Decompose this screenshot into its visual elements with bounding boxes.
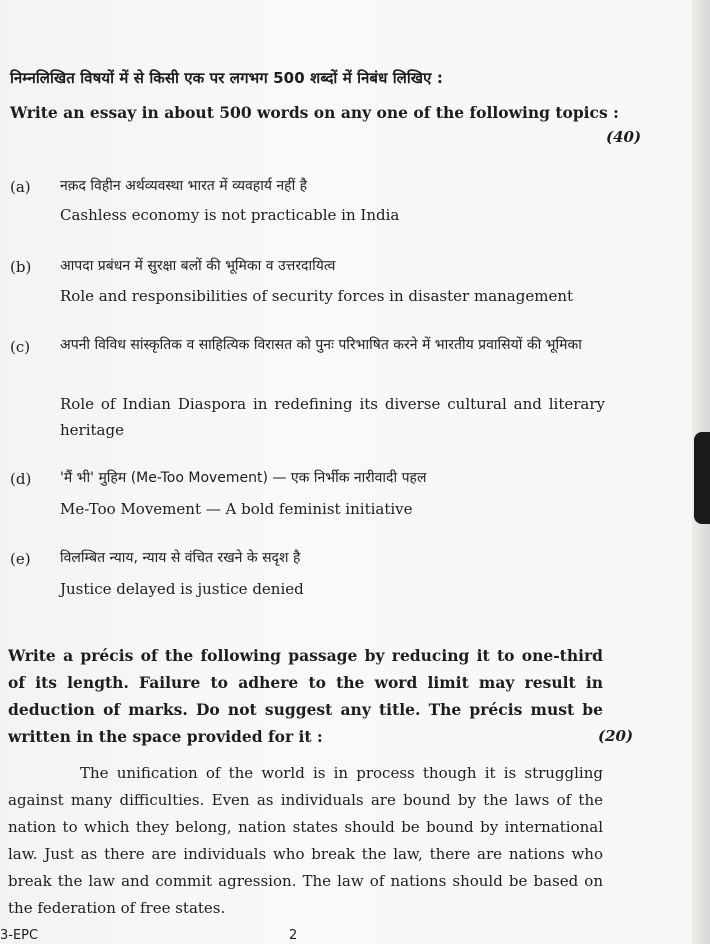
option-d-letter: (d) (10, 470, 32, 488)
option-e-hindi: विलम्बित न्याय, न्याय से वंचित रखने के सदृश है (60, 550, 301, 566)
option-e-english: Justice delayed is justice denied (60, 580, 304, 598)
option-b-hindi: आपदा प्रबंधन में सुरक्षा बलों की भूमिका व उत्तरदायित्व (60, 258, 336, 274)
question1-instruction-english: Write an essay in about 500 words on any one of the following topics : (10, 103, 619, 122)
question2-instruction: Write a précis of the following passage by reducing it to one-third of its length. Failure to adhere to the word limit may result in deduction of marks. Do not suggest any title. The précis must be written in the space provided for it : (8, 646, 603, 746)
option-c-english: Role of Indian Diaspora in redefining its diverse cultural and literary heritage (60, 395, 605, 439)
page-number: 2 (289, 928, 298, 943)
option-d-english: Me-Too Movement — A bold feminist initiative (60, 500, 413, 518)
option-d-hindi: 'मैं भी' मुहिम (Me-Too Movement) — एक निर्भीक नारीवादी पहल (60, 470, 427, 486)
option-c-letter: (c) (10, 338, 31, 356)
precis-passage: The unification of the world is in process though it is struggling against many difficulties. Even as individuals are bound by the laws of the nation to which they belong, nation states should be bound by international law. Just as there are individuals who break the law, there are nations who break the law and commit agression. The law of nations should be based on the federation of free states. (8, 764, 603, 917)
question2-marks: (20) (598, 727, 634, 745)
option-a-english: Cashless economy is not practicable in India (60, 206, 400, 224)
paper-code: 3-EPC (0, 928, 39, 943)
option-b-english: Role and responsibilities of security forces in disaster management (60, 287, 574, 305)
option-a-hindi: नक़द विहीन अर्थव्यवस्था भारत में व्यवहार्य नहीं है (60, 178, 308, 194)
option-c-hindi: अपनी विविध सांस्कृतिक व साहित्यिक विरासत को पुनः परिभाषित करने में भारतीय प्रवासियों की भूमिका (60, 337, 582, 353)
option-e-letter: (e) (10, 550, 31, 568)
option-a-letter: (a) (10, 178, 31, 196)
question1-instruction-hindi: निम्नलिखित विषयों में से किसी एक पर लगभग 500 शब्दों में निबंध लिखिए : (10, 69, 443, 87)
option-b-letter: (b) (10, 258, 32, 276)
binding-mark (694, 432, 710, 524)
question1-marks: (40) (606, 128, 642, 146)
